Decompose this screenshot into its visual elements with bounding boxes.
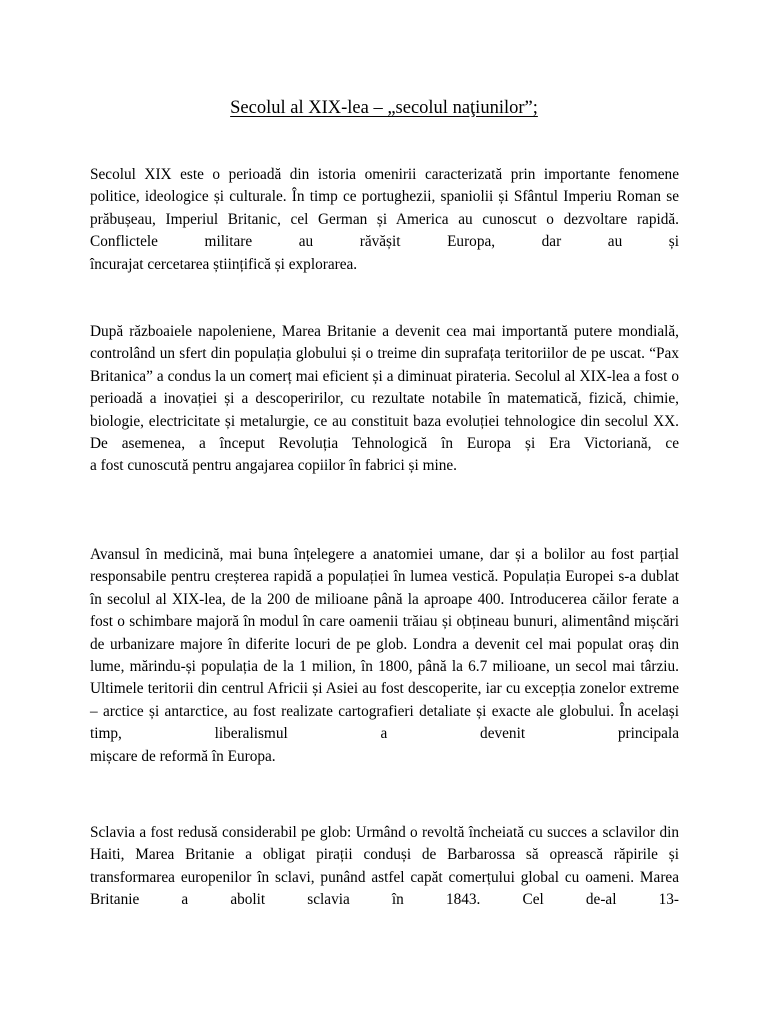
paragraph-2-last-line: a fost cunoscută pentru angajarea copiilor în fabrici și mine. (90, 457, 457, 475)
paragraph-1-last-line: încurajat cercetarea științifică și explorarea. (90, 255, 358, 273)
document-title: Secolul al XIX-lea – „secolul naţiunilor”; (230, 98, 538, 118)
paragraph-1-body: Secolul XIX este o perioadă din istoria omenirii caracterizată prin importante fenomene politice, ideologice și culturale. În timp ce portughezii, spaniolii și Sfântul Imperiu Roman se prăbușeau, Imperiul Britanic, cel German și America au cunoscut o dezvoltare rapidă. Conflictele militare au răvășit Europa, dar au și (90, 166, 679, 251)
paragraph-2-body: După războaiele napoleniene, Marea Britanie a devenit cea mai importantă putere mondială, controlând un sfert din populația globului și o treime din suprafața teritoriilor de pe uscat. “Pax Britanica” a condus la un comerț mai eficient și a diminuat pirateria. Secolul al XIX-lea a fost o perioadă a inovației și a descoperirilor, cu rezultate notabile în matematică, fizică, chimie, biologie, electricitate și metalurgie, ce au constituit baza evoluției tehnologice din secolul XX. De asemenea, a început Revoluția Tehnologică în Europa și Era Victoriană, ce (90, 323, 679, 453)
paragraph-1 (90, 164, 679, 276)
paragraph-3-body: Avansul în medicină, mai buna înțelegere a anatomiei umane, dar și a bolilor au fost parțial responsabile pentru creșterea rapidă a populației în lumea vestică. Populația Europei s-a dublat în secolul al XIX-lea, de la 200 de milioane până la aproape 400. Introducerea căilor ferate a fost o schimbare majoră în modul în care oamenii trăiau și obțineau bunuri, alimentând mișcări de urbanizare majore în diferite locuri de pe glob. Londra a devenit cel mai populat oraș din lume, mărindu-și populația de la 1 milion, în 1800, până la 6.7 milioane, un secol mai târziu. Ultimele teritorii din centrul Africii și Asiei au fost descoperite, iar cu excepția zonelor extreme – arctice și antarctice, au fost realizate cartografieri detaliate și exacte ale globului. În același timp, liberalismul a devenit principala (90, 546, 679, 743)
paragraph-4 (90, 822, 679, 912)
paragraph-3 (90, 544, 679, 768)
paragraph-3-last-line: mișcare de reformă în Europa. (90, 747, 276, 765)
paragraph-2 (90, 321, 679, 478)
paragraph-4-body: Sclavia a fost redusă considerabil pe glob: Urmând o revoltă încheiată cu succes a sclavilor din Haiti, Marea Britanie a obligat pirații conduși de Barbarossa să oprească răpirile și transformarea europenilor în sclavi, punând astfel capăt comerțului global cu oameni. Marea Britanie a abolit sclavia în 1843. Cel de-al 13- (90, 824, 679, 909)
